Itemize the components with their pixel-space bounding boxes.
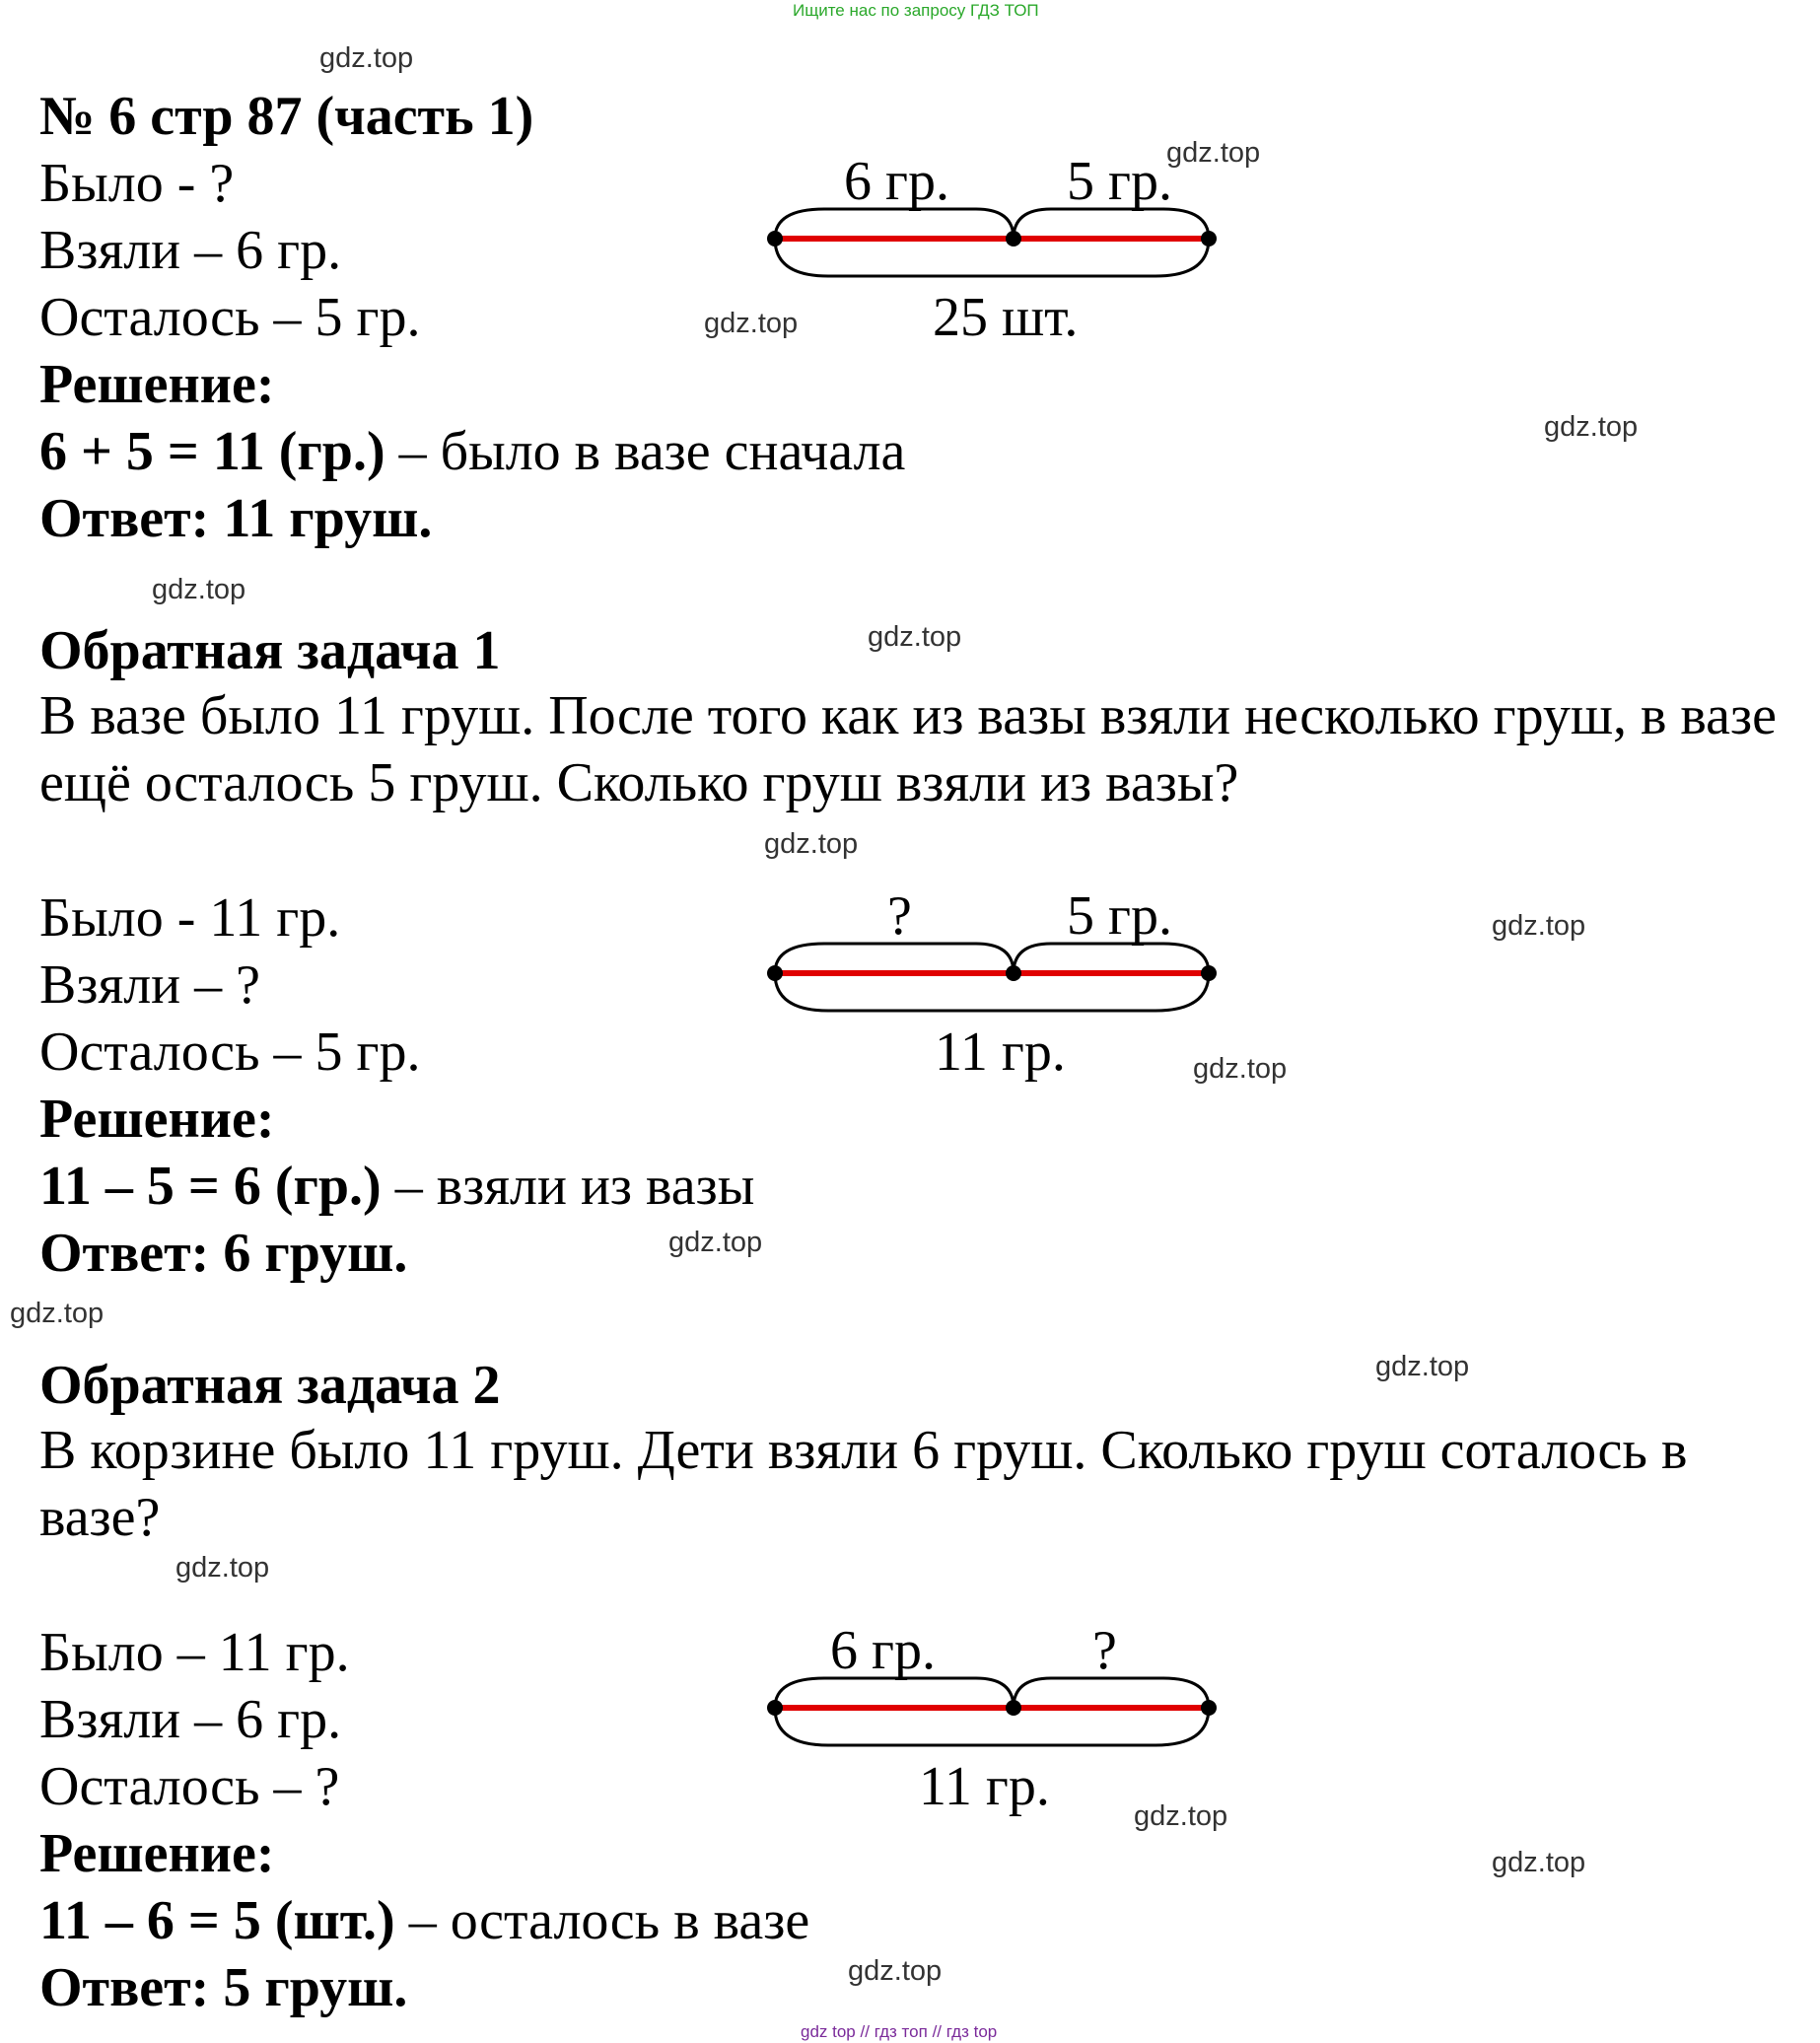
inverse1-text: В вазе было 11 груш. После того как из вазы взяли несколько груш, в вазе ещё осталось 5 груш. Сколько груш взяли из вазы? — [39, 685, 1777, 813]
solution-note: – взяли из вазы — [381, 1156, 755, 1217]
diagram-right-label: ? — [1092, 1620, 1117, 1681]
given-taken: Взяли – 6 гр. — [39, 220, 342, 281]
diagram-total-label: 25 шт. — [933, 287, 1079, 348]
inverse1-solution-heading: Решение: — [39, 1089, 275, 1150]
brace-right-top — [1014, 1678, 1209, 1708]
watermark: gdz.top — [10, 1298, 105, 1329]
watermark: gdz.top — [152, 574, 246, 605]
footer-separator: // — [860, 2022, 870, 2041]
page-title: № 6 стр 87 (часть 1) — [39, 86, 534, 147]
watermark: gdz.top — [1492, 910, 1586, 942]
given-left: Осталось – 5 гр. — [39, 287, 421, 348]
solution-expression: 11 – 5 = 6 (гр.) — [39, 1156, 382, 1217]
footer-link-gdz-top-mixed[interactable]: гдз top — [945, 2022, 998, 2041]
watermark: gdz.top — [319, 42, 414, 74]
inverse1-given-was: Было - 11 гр. — [39, 887, 341, 949]
inverse2-given-was: Было – 11 гр. — [39, 1622, 350, 1683]
brace-left-top — [775, 1678, 1014, 1708]
diagram-left-label: ? — [887, 885, 912, 947]
watermark: gdz.top — [668, 1227, 763, 1258]
watermark: gdz.top — [1492, 1847, 1586, 1878]
diagram-total-label: 11 гр. — [935, 1021, 1066, 1083]
answer: Ответ: 11 груш. — [39, 488, 433, 549]
watermark: gdz.top — [704, 308, 799, 339]
solution-heading: Решение: — [39, 354, 275, 415]
inverse2-given-taken: Взяли – 6 гр. — [39, 1689, 342, 1750]
watermark: gdz.top — [764, 828, 859, 860]
watermark: gdz.top — [1134, 1800, 1228, 1832]
footer-link-gdz-top[interactable]: gdz top — [801, 2022, 856, 2041]
inverse1-given-left: Осталось – 5 гр. — [39, 1021, 421, 1083]
solution-note: – было в вазе сначала — [385, 421, 906, 482]
footer-separator: // — [932, 2022, 943, 2041]
watermark: gdz.top — [848, 1955, 943, 1987]
diagram-right-label: 5 гр. — [1067, 151, 1172, 212]
footer-links — [801, 2022, 997, 2042]
watermark: gdz.top — [1193, 1053, 1288, 1085]
watermark: gdz.top — [1375, 1351, 1470, 1382]
watermark: gdz.top — [1544, 411, 1639, 443]
inverse1-heading: Обратная задача 1 — [39, 620, 501, 681]
inverse2-heading: Обратная задача 2 — [39, 1355, 501, 1416]
solution-note: – осталось в вазе — [394, 1890, 810, 1951]
inverse1-given-taken: Взяли – ? — [39, 954, 260, 1016]
inverse2-given-left: Осталось – ? — [39, 1756, 340, 1817]
diagram-left-label: 6 гр. — [830, 1620, 936, 1681]
point-mid — [1006, 1700, 1021, 1716]
watermark: gdz.top — [868, 621, 962, 653]
solution-expression: 11 – 6 = 5 (шт.) — [39, 1890, 395, 1951]
inverse1-answer: Ответ: 6 груш. — [39, 1223, 408, 1284]
search-hint[interactable]: Ищите нас по запросу ГДЗ ТОП — [793, 1, 1039, 20]
brace-total — [775, 1708, 1209, 1745]
solution-expression: 6 + 5 = 11 (гр.) — [39, 421, 385, 482]
footer-link-gdz-top-ru[interactable]: гдз топ — [874, 2022, 928, 2041]
inverse2-solution-line — [39, 1890, 810, 1951]
diagram-right-label: 5 гр. — [1067, 885, 1172, 947]
inverse2-answer: Ответ: 5 груш. — [39, 1957, 408, 2018]
given-was: Было - ? — [39, 153, 235, 214]
diagram-total-label: 11 гр. — [919, 1756, 1050, 1817]
diagram-left-label: 6 гр. — [844, 151, 949, 212]
inverse2-text: В корзине было 11 груш. Дети взяли 6 груш. Сколько груш соталось в вазе? — [39, 1420, 1688, 1548]
point-start — [767, 1700, 783, 1716]
watermark: gdz.top — [175, 1552, 270, 1584]
watermark: gdz.top — [1166, 137, 1261, 169]
inverse2-solution-heading: Решение: — [39, 1823, 275, 1884]
point-end — [1201, 1700, 1217, 1716]
